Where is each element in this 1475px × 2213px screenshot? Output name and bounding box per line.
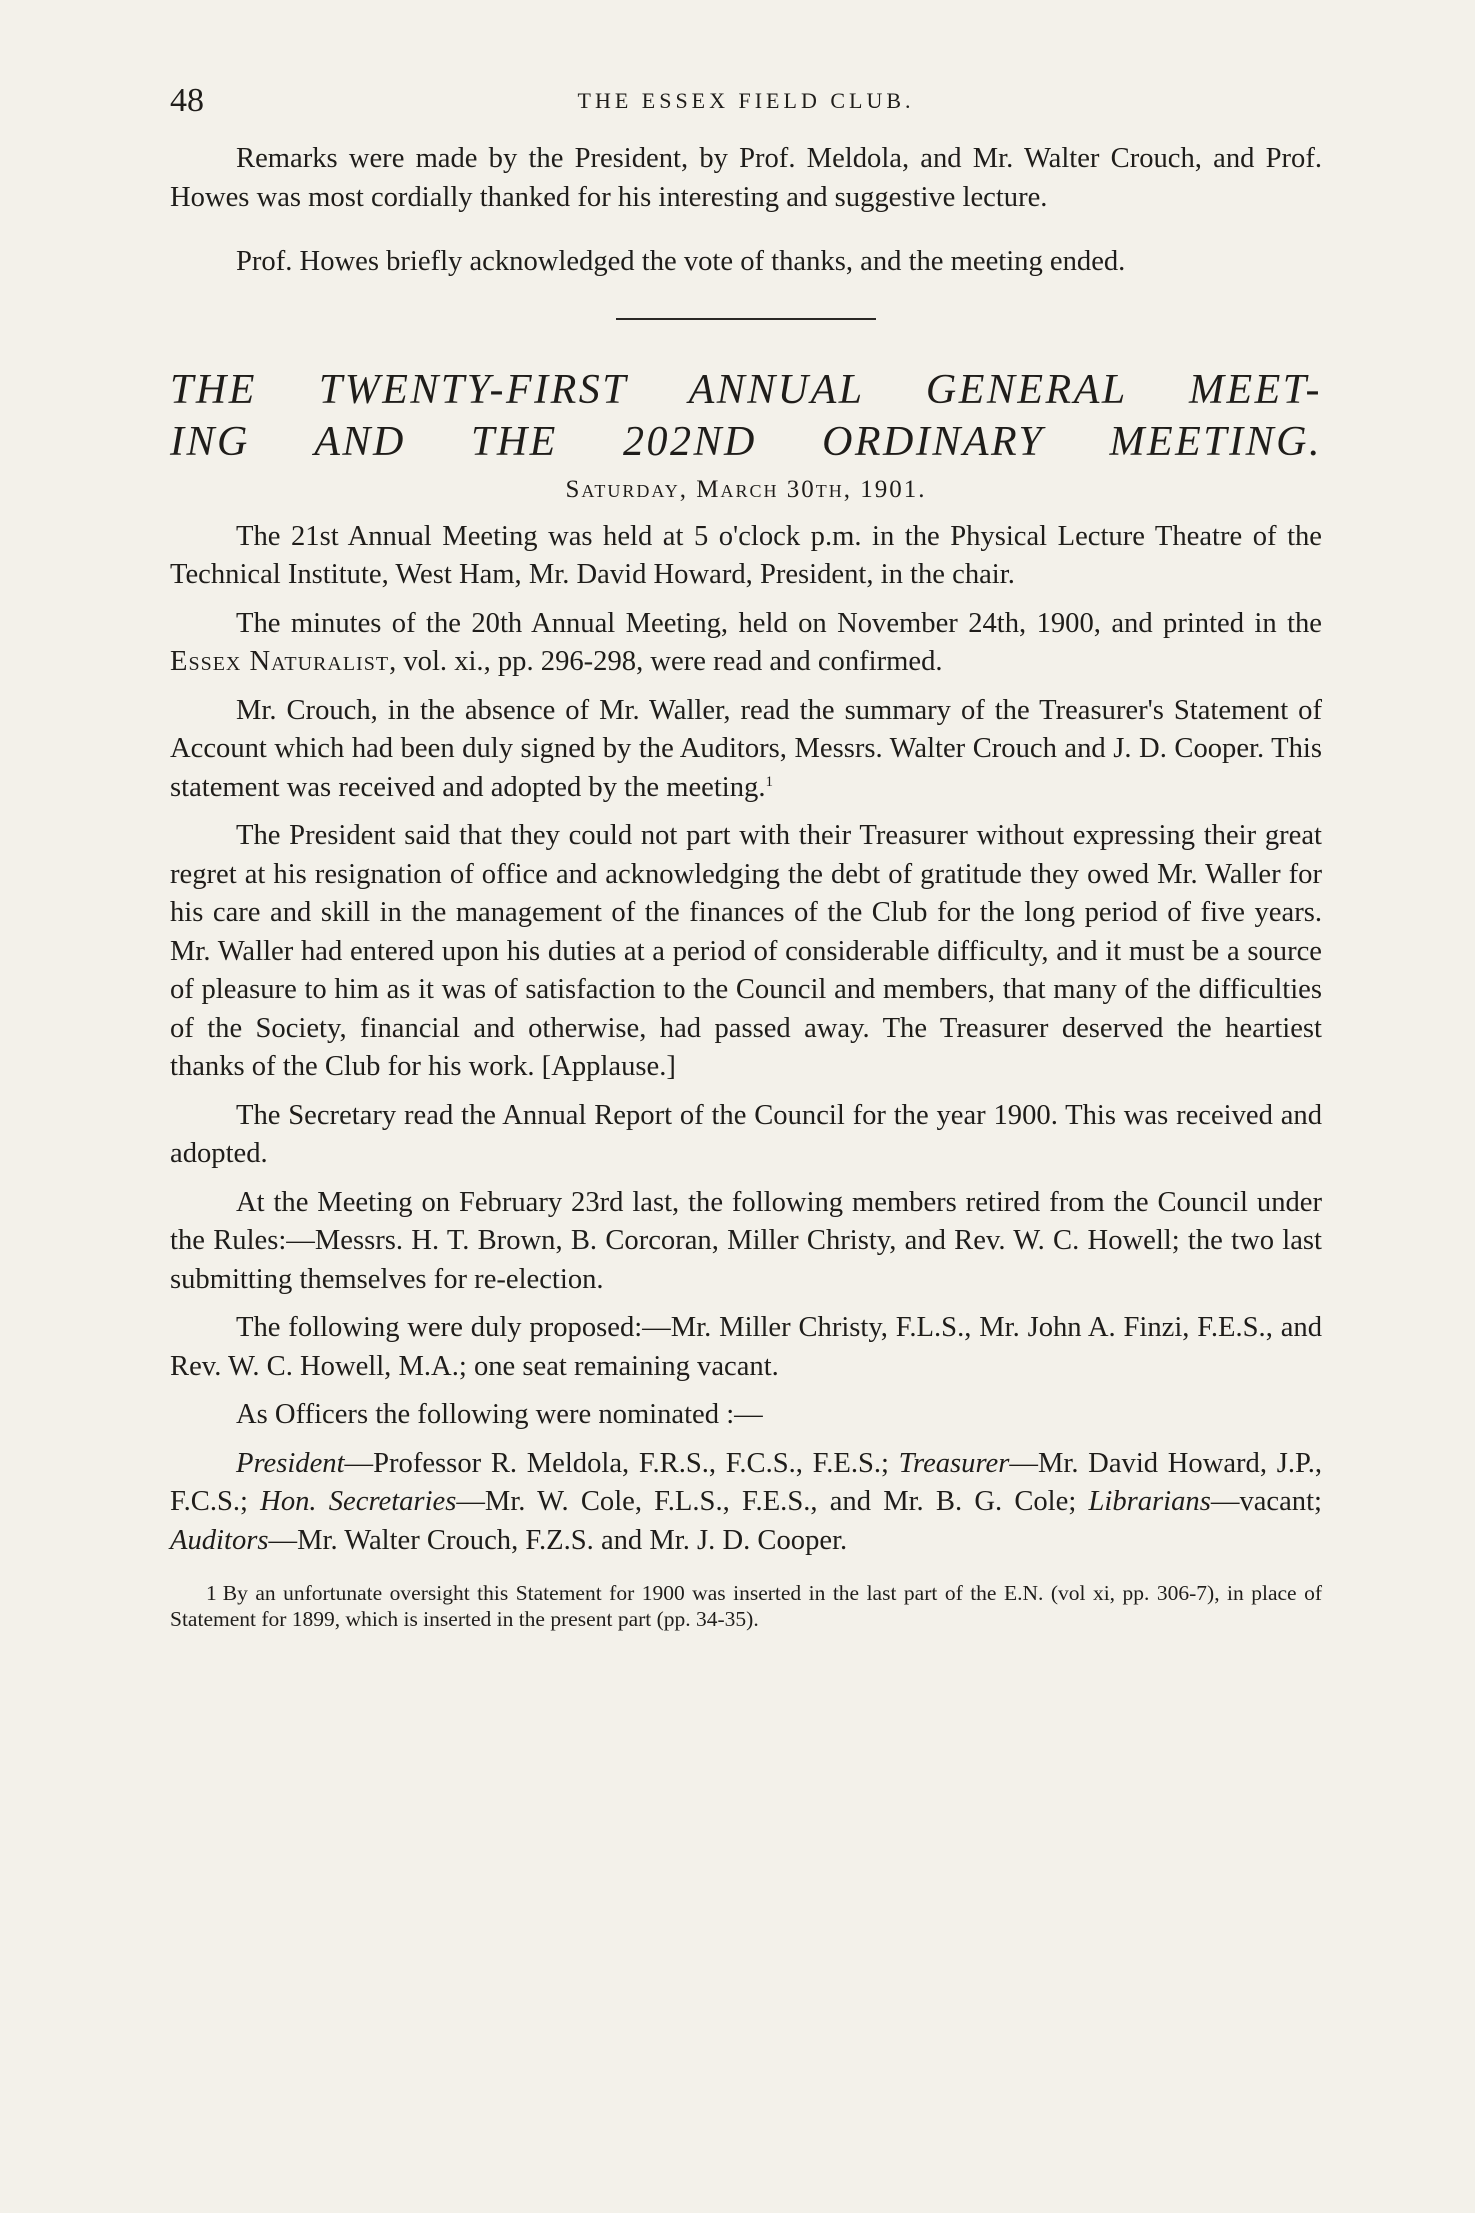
paragraph-minutes — [170, 605, 1322, 682]
section-divider — [616, 318, 876, 320]
officer-auditors: —Mr. Walter Crouch, F.Z.S. and Mr. J. D. Cooper. — [268, 1524, 848, 1556]
page-number: 48 — [170, 82, 204, 119]
officer-role-auditors: Auditors — [170, 1524, 269, 1556]
running-title: THE ESSEX FIELD CLUB. — [577, 88, 915, 113]
paragraph-council-retirements: At the Meeting on February 23rd last, the following members retired from the Council under the Rules:—Messrs. H. T. Brown, B. Corcoran, Miller Christy, and Rev. W. C. Howell; the two last submitting themselves for re-election. — [170, 1186, 1322, 1295]
officer-librarians: —vacant; — [1210, 1486, 1322, 1517]
officer-role-treasurer: Treasurer — [898, 1447, 1010, 1479]
meeting-date: Saturday, March 30th, 1901. — [565, 475, 927, 503]
paragraph-annual-report: The Secretary read the Annual Report of the Council for the year 1900. This was received and adopted. — [170, 1099, 1322, 1169]
section-heading-line-2: ING AND THE 202ND ORDINARY MEETING. — [170, 418, 1322, 465]
footnote-text: By an unfortunate oversight this Statement for 1900 was inserted in the last part of the E.N. (vol xi, pp. 306-7), in place of Statement for 1899, which is inserted in the present part (pp. 34-35). — [170, 1581, 1322, 1631]
paragraph-annual-meeting: The 21st Annual Meeting was held at 5 o'clock p.m. in the Physical Lecture Theatre of the Technical Institute, West Ham, Mr. David Howard, President, in the chair. — [170, 520, 1322, 590]
treasurer-statement-text: Mr. Crouch, in the absence of Mr. Waller, read the summary of the Treasurer's Statement of Account which had been duly signed by the Auditors, Messrs. Walter Crouch and J. D. Cooper. This statement was received and adopted by the meeting. — [170, 694, 1322, 803]
paragraph-officers-list — [170, 1445, 1322, 1561]
paragraph-remarks: Remarks were made by the President, by Prof. Meldola, and Mr. Walter Crouch, and Prof. Howes was most cordially thanked for his interesting and suggestive lecture. — [170, 143, 1322, 213]
officer-secretaries: —Mr. W. Cole, F.L.S., F.E.S., and Mr. B. G. Cole; — [456, 1486, 1089, 1517]
footnote-reference: 1 — [765, 773, 773, 790]
paragraph-acknowledged: Prof. Howes briefly acknowledged the vote of thanks, and the meeting ended. — [236, 246, 1126, 277]
footnote-number: 1 — [206, 1581, 217, 1605]
section-heading-line-1: THE TWENTY-FIRST ANNUAL GENERAL MEET- — [170, 366, 1322, 413]
document-page — [170, 0, 1322, 2213]
paragraph-officers-intro: As Officers the following were nominated :— — [236, 1399, 763, 1430]
journal-title: Essex Naturalist — [170, 646, 390, 677]
officer-role-librarians: Librarians — [1088, 1486, 1211, 1517]
officer-role-president: President — [236, 1447, 345, 1479]
minutes-text-end: , vol. xi., pp. 296-298, were read and confirmed. — [389, 646, 943, 677]
officer-treasurer: —Mr. David Howard, J.P., F.C.S.; — [170, 1447, 1322, 1517]
section-heading — [170, 364, 1322, 468]
paragraph-proposed-members: The following were duly proposed:—Mr. Miller Christy, F.L.S., Mr. John A. Finzi, F.E.S., and Rev. W. C. Howell, M.A.; one seat remaining vacant. — [170, 1312, 1322, 1382]
officer-president: —Professor R. Meldola, F.R.S., F.C.S., F.E.S.; — [344, 1447, 899, 1479]
paragraph-treasurer-statement — [170, 692, 1322, 808]
officer-role-secretaries: Hon. Secretaries — [260, 1486, 457, 1517]
page-body — [170, 140, 1322, 1632]
running-head — [170, 82, 1322, 122]
minutes-text-start: The minutes of the 20th Annual Meeting, held on November 24th, 1900, and printed in the — [236, 607, 1322, 639]
paragraph-president-remarks: The President said that they could not part with their Treasurer without expressing their great regret at his resignation of office and acknowledging the debt of gratitude they owed Mr. Waller for his care and skill in the management of the finances of the Club for the long period of five years. Mr. Waller had entered upon his duties at a period of considerable difficulty, and it must be a source of pleasure to him as it was of satisfaction to the Council and members, that many of the difficulties of the Society, financial and otherwise, had passed away. The Treasurer deserved the heartiest thanks of the Club for his work. [Applause.] — [170, 820, 1322, 1082]
footnote — [170, 1580, 1322, 1632]
